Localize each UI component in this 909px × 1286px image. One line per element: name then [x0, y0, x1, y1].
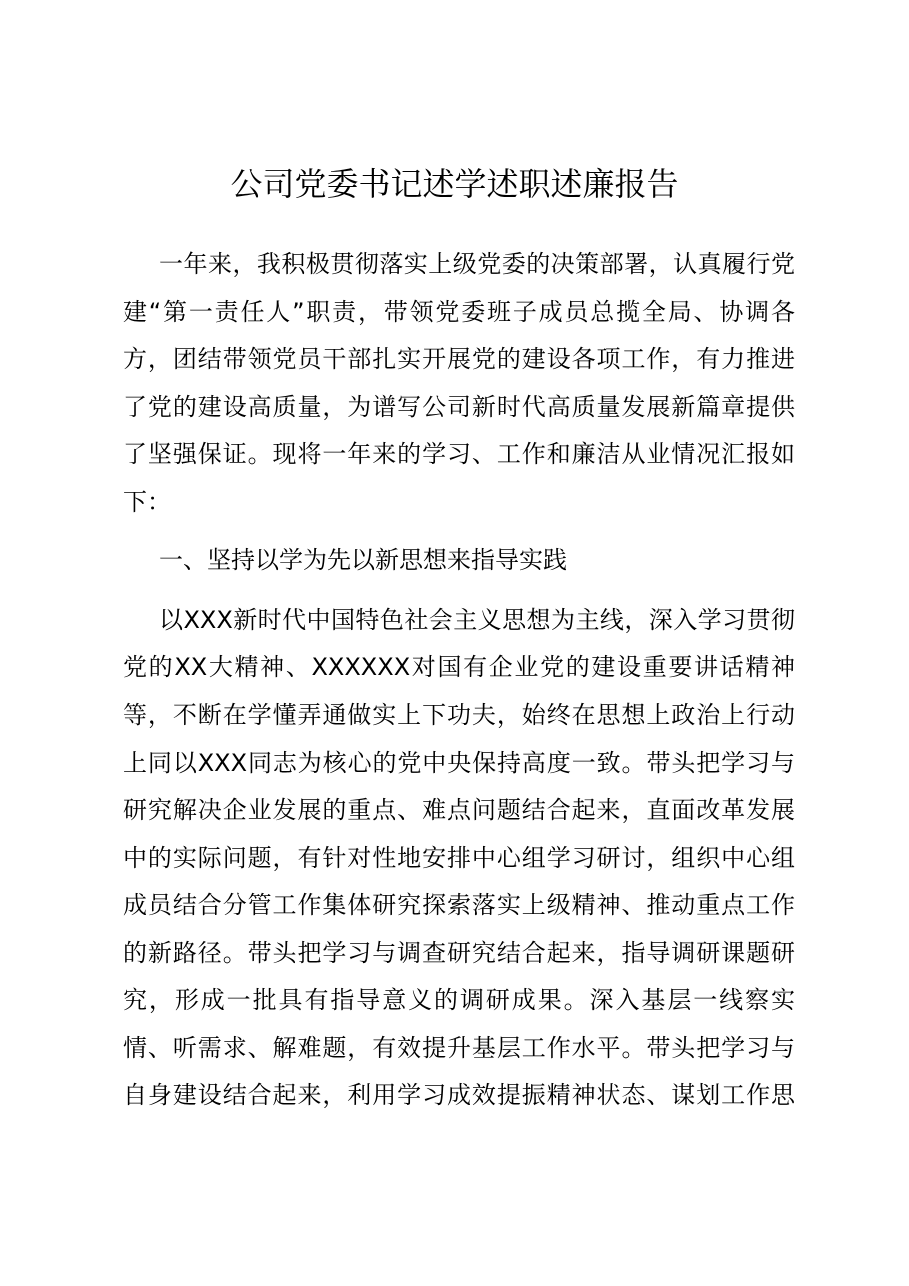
paragraph-1-line-1: 一年来，我积极贯彻落实上级党委的决策部署，认真履行党 — [159, 250, 795, 278]
paragraph-1-line-5: 了坚强保证。现将一年来的学习、工作和廉洁从业情况汇报如 — [123, 440, 795, 468]
paragraph-3-line-1: 以XXX新时代中国特色社会主义思想为主线，深入学习贯彻 — [159, 606, 795, 634]
paragraph-3-line-4: 上同以XXX同志为核心的党中央保持高度一致。带头把学习与 — [123, 749, 795, 777]
paragraph-3-line-5: 研究解决企业发展的重点、难点问题结合起来，直面改革发展 — [123, 796, 795, 824]
paragraph-3-line-6: 中的实际问题，有针对性地安排中心组学习研讨，组织中心组 — [123, 844, 795, 872]
paragraph-3-line-9: 究，形成一批具有指导意义的调研成果。深入基层一线察实 — [123, 986, 795, 1014]
paragraph-3-line-7: 成员结合分管工作集体研究探索落实上级精神、推动重点工作 — [123, 891, 795, 919]
paragraph-3-line-11: 自身建设结合起来，利用学习成效提振精神状态、谋划工作思 — [123, 1081, 795, 1109]
paragraph-1-line-6: 下： — [123, 488, 171, 516]
paragraph-1-line-4: 了党的建设高质量，为谱写公司新时代高质量发展新篇章提供 — [123, 393, 795, 421]
paragraph-3-line-3: 等，不断在学懂弄通做实上下功夫，始终在思想上政治上行动 — [123, 701, 795, 729]
paragraph-3-line-10: 情、听需求、解难题，有效提升基层工作水平。带头把学习与 — [123, 1034, 795, 1062]
paragraph-1-line-3: 方，团结带领党员干部扎实开展党的建设各项工作，有力推进 — [123, 345, 795, 373]
paragraph-1-line-2: 建“第一责任人”职责，带领党委班子成员总揽全局、协调各 — [123, 298, 795, 326]
section-heading-1: 一、坚持以学为先以新思想来指导实践 — [159, 546, 567, 574]
paragraph-3-line-2: 党的XX大精神、XXXXXX对国有企业党的建设重要讲话精神 — [123, 653, 795, 681]
document-title: 公司党委书记述学述职述廉报告 — [230, 165, 679, 203]
paragraph-3-line-8: 的新路径。带头把学习与调查研究结合起来，指导调研课题研 — [123, 939, 795, 967]
